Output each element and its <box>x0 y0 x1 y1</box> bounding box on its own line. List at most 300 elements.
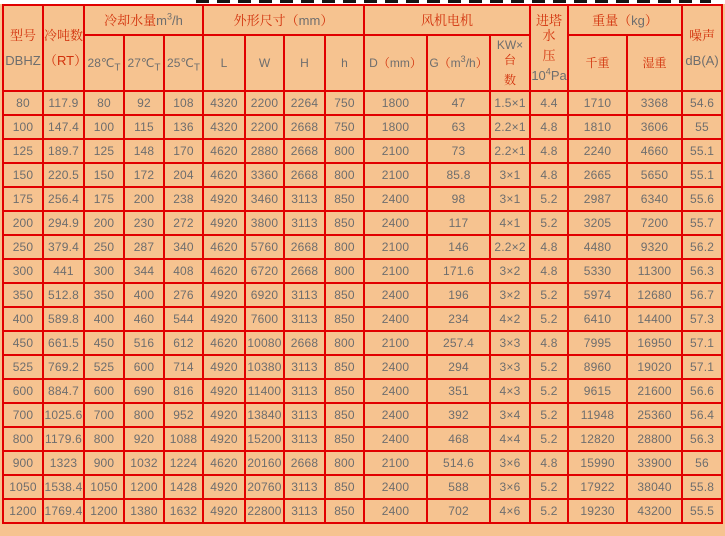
table-row <box>3 331 722 355</box>
cell-t25: 272 <box>164 211 203 235</box>
cell-kw: 2.2×1 <box>490 115 530 139</box>
cell-kw: 2.2×1 <box>490 139 530 163</box>
cell-L: 4920 <box>203 475 245 499</box>
cell-dry: 15990 <box>568 451 627 475</box>
cell-D: 2100 <box>364 331 427 355</box>
cell-L: 4920 <box>203 187 245 211</box>
cell-G: 47 <box>427 91 490 115</box>
cell-wet: 6340 <box>627 187 682 211</box>
cell-H: 3113 <box>284 379 325 403</box>
cell-dry: 12820 <box>568 427 627 451</box>
cell-L: 4920 <box>203 427 245 451</box>
subheader-dry-weight <box>568 35 627 91</box>
cell-h: 850 <box>325 187 364 211</box>
cell-G: 171.6 <box>427 259 490 283</box>
cell-D: 1800 <box>364 115 427 139</box>
cell-t27: 516 <box>124 331 164 355</box>
cell-H: 3113 <box>284 211 325 235</box>
header-dimensions <box>203 5 364 35</box>
cell-h: 800 <box>325 139 364 163</box>
header-noise <box>682 5 722 91</box>
cell-kw: 3×2 <box>490 283 530 307</box>
subheader-height <box>284 35 325 91</box>
cell-W: 6720 <box>245 259 284 283</box>
header-line: 压 <box>542 48 556 63</box>
cell-noise: 57.1 <box>682 355 722 379</box>
cell-L: 4920 <box>203 499 245 523</box>
cell-L: 4920 <box>203 403 245 427</box>
cell-wet: 25360 <box>627 403 682 427</box>
table-row <box>3 115 722 139</box>
cell-tons: 294.9 <box>43 211 84 235</box>
cell-wet: 7200 <box>627 211 682 235</box>
cell-D: 2400 <box>364 283 427 307</box>
cell-W: 2200 <box>245 91 284 115</box>
cell-tons: 147.4 <box>43 115 84 139</box>
cell-t25: 276 <box>164 283 203 307</box>
cell-L: 4920 <box>203 307 245 331</box>
cell-noise: 56.3 <box>682 427 722 451</box>
table-row <box>3 187 722 211</box>
header-line: L <box>220 55 228 70</box>
cell-G: 196 <box>427 283 490 307</box>
cell-wet: 14400 <box>627 307 682 331</box>
table-row <box>3 283 722 307</box>
cell-model: 700 <box>3 403 43 427</box>
cell-H: 2264 <box>284 91 325 115</box>
cell-G: 588 <box>427 475 490 499</box>
cell-D: 2400 <box>364 499 427 523</box>
cell-H: 2668 <box>284 259 325 283</box>
cell-t27: 115 <box>124 115 164 139</box>
cell-t27: 600 <box>124 355 164 379</box>
cell-D: 2400 <box>364 211 427 235</box>
cell-W: 7600 <box>245 307 284 331</box>
cell-L: 4620 <box>203 163 245 187</box>
cell-H: 3113 <box>284 355 325 379</box>
cell-t27: 148 <box>124 139 164 163</box>
cell-pressure: 5.2 <box>530 307 568 331</box>
cell-H: 3113 <box>284 403 325 427</box>
cell-H: 3113 <box>284 187 325 211</box>
cell-dry: 5330 <box>568 259 627 283</box>
cell-noise: 54.6 <box>682 91 722 115</box>
table-row <box>3 427 722 451</box>
cell-h: 800 <box>325 451 364 475</box>
header-cooling-tons <box>43 5 88 91</box>
header-line: h <box>341 55 348 70</box>
cell-L: 4920 <box>203 379 245 403</box>
cell-H: 2668 <box>284 235 325 259</box>
cell-noise: 56.4 <box>682 403 722 427</box>
cell-noise: 56.2 <box>682 235 722 259</box>
subheader-fan-diameter <box>364 35 427 91</box>
cell-kw: 3×3 <box>490 355 530 379</box>
cell-t25: 238 <box>164 187 203 211</box>
header-line: 数 <box>504 73 517 87</box>
cell-t27: 230 <box>124 211 164 235</box>
header-line: KW×台 <box>496 38 524 67</box>
subheader-25c <box>164 35 203 91</box>
cell-D: 2400 <box>364 475 427 499</box>
cell-h: 800 <box>325 331 364 355</box>
subheader-airflow <box>427 35 490 91</box>
cell-t27: 92 <box>124 91 164 115</box>
cell-noise: 55.5 <box>682 499 722 523</box>
cell-H: 2668 <box>284 451 325 475</box>
cell-L: 4620 <box>203 139 245 163</box>
cell-W: 15200 <box>245 427 284 451</box>
cell-G: 98 <box>427 187 490 211</box>
header-fan-motor <box>364 5 530 35</box>
cell-G: 351 <box>427 379 490 403</box>
cell-pressure: 4.8 <box>530 235 568 259</box>
cell-dry: 11948 <box>568 403 627 427</box>
cell-t25: 204 <box>164 163 203 187</box>
cell-kw: 3×6 <box>490 475 530 499</box>
header-line: 外形尺寸（mm） <box>233 12 334 28</box>
cell-model: 450 <box>3 331 43 355</box>
cell-noise: 55.1 <box>682 163 722 187</box>
cell-kw: 4×2 <box>490 307 530 331</box>
header-line: 型号 <box>9 28 36 43</box>
cell-t25: 1632 <box>164 499 203 523</box>
cell-t25: 108 <box>164 91 203 115</box>
cell-h: 850 <box>325 355 364 379</box>
cell-G: 117 <box>427 211 490 235</box>
cell-pressure: 5.2 <box>530 427 568 451</box>
cell-wet: 19020 <box>627 355 682 379</box>
cell-t25: 952 <box>164 403 203 427</box>
table-row <box>3 139 722 163</box>
cell-kw: 3×1 <box>490 187 530 211</box>
cell-tons: 441 <box>43 259 84 283</box>
cell-L: 4620 <box>203 331 245 355</box>
table-row <box>3 259 722 283</box>
table-row <box>3 91 722 115</box>
cell-G: 257.4 <box>427 331 490 355</box>
cell-G: 234 <box>427 307 490 331</box>
cropped-title-text-fragment <box>196 0 711 3</box>
cell-t27: 920 <box>124 427 164 451</box>
cell-t25: 340 <box>164 235 203 259</box>
cell-t28: 350 <box>84 283 124 307</box>
cell-noise: 55.1 <box>682 139 722 163</box>
cell-t27: 400 <box>124 283 164 307</box>
cell-noise: 55.7 <box>682 211 722 235</box>
cell-H: 2668 <box>284 163 325 187</box>
cell-L: 4920 <box>203 355 245 379</box>
cell-G: 146 <box>427 235 490 259</box>
cell-W: 5760 <box>245 235 284 259</box>
cell-G: 392 <box>427 403 490 427</box>
table-row <box>3 451 722 475</box>
subheader-width <box>245 35 284 91</box>
cell-tons: 661.5 <box>43 331 84 355</box>
cell-dry: 9615 <box>568 379 627 403</box>
cell-model: 900 <box>3 451 43 475</box>
cell-noise: 57.3 <box>682 307 722 331</box>
cell-D: 2100 <box>364 451 427 475</box>
cell-L: 4920 <box>203 283 245 307</box>
cell-t28: 150 <box>84 163 124 187</box>
cell-tons: 1538.4 <box>43 475 84 499</box>
cell-kw: 2.2×2 <box>490 235 530 259</box>
cell-L: 4620 <box>203 235 245 259</box>
cell-noise: 57.1 <box>682 331 722 355</box>
cell-W: 10380 <box>245 355 284 379</box>
cell-t25: 136 <box>164 115 203 139</box>
cell-W: 3800 <box>245 211 284 235</box>
cell-h: 850 <box>325 211 364 235</box>
cell-wet: 5650 <box>627 163 682 187</box>
cell-wet: 21600 <box>627 379 682 403</box>
cell-noise: 55 <box>682 115 722 139</box>
table-row <box>3 379 722 403</box>
cell-W: 20160 <box>245 451 284 475</box>
header-line: $25℃_T$ <box>167 55 200 73</box>
cell-L: 4620 <box>203 451 245 475</box>
cell-tons: 512.8 <box>43 283 84 307</box>
cell-model: 350 <box>3 283 43 307</box>
cell-D: 2100 <box>364 139 427 163</box>
cell-model: 200 <box>3 211 43 235</box>
header-weight <box>568 5 682 35</box>
cell-t28: 300 <box>84 259 124 283</box>
cell-model: 800 <box>3 427 43 451</box>
subheader-h <box>325 35 364 91</box>
cell-h: 850 <box>325 379 364 403</box>
cell-wet: 33900 <box>627 451 682 475</box>
cell-pressure: 5.2 <box>530 499 568 523</box>
header-cooling-water-flow <box>84 5 203 35</box>
cell-t27: 287 <box>124 235 164 259</box>
cell-h: 800 <box>325 163 364 187</box>
cell-model: 125 <box>3 139 43 163</box>
cell-pressure: 5.2 <box>530 403 568 427</box>
cell-t28: 250 <box>84 235 124 259</box>
cell-kw: 4×3 <box>490 379 530 403</box>
header-line: 风机电机 <box>421 12 474 28</box>
cell-dry: 2987 <box>568 187 627 211</box>
cell-kw: 3×6 <box>490 451 530 475</box>
cell-tons: 1025.6 <box>43 403 84 427</box>
cell-wet: 4660 <box>627 139 682 163</box>
cell-t28: 900 <box>84 451 124 475</box>
cell-t25: 612 <box>164 331 203 355</box>
cell-t28: 125 <box>84 139 124 163</box>
cell-t28: 450 <box>84 331 124 355</box>
cell-tons: 1323 <box>43 451 84 475</box>
cell-pressure: 5.2 <box>530 283 568 307</box>
cell-model: 300 <box>3 259 43 283</box>
header-line: 千重 <box>585 55 610 70</box>
subheader-length <box>203 35 245 91</box>
cell-G: 514.6 <box>427 451 490 475</box>
cell-W: 3360 <box>245 163 284 187</box>
cell-G: 468 <box>427 427 490 451</box>
cell-W: 20760 <box>245 475 284 499</box>
cell-L: 4320 <box>203 115 245 139</box>
cell-H: 2668 <box>284 115 325 139</box>
cell-h: 850 <box>325 283 364 307</box>
cell-h: 850 <box>325 307 364 331</box>
cell-pressure: 4.8 <box>530 331 568 355</box>
cell-tons: 189.7 <box>43 139 84 163</box>
cell-h: 850 <box>325 403 364 427</box>
cell-G: 294 <box>427 355 490 379</box>
cell-G: 85.8 <box>427 163 490 187</box>
subheader-28c <box>84 35 124 91</box>
table-row <box>3 355 722 379</box>
cell-pressure: 4.8 <box>530 163 568 187</box>
cell-model: 175 <box>3 187 43 211</box>
cell-t25: 170 <box>164 139 203 163</box>
subheader-wet-weight <box>627 35 682 91</box>
header-line: 冷却水量$m^3/h$ <box>104 11 183 28</box>
header-line: 冷吨数 <box>44 28 84 43</box>
cell-t27: 1032 <box>124 451 164 475</box>
cell-noise: 56 <box>682 451 722 475</box>
cell-t27: 1200 <box>124 475 164 499</box>
cell-t28: 175 <box>84 187 124 211</box>
cell-t25: 544 <box>164 307 203 331</box>
cell-model: 100 <box>3 115 43 139</box>
cell-model: 150 <box>3 163 43 187</box>
cell-pressure: 5.2 <box>530 379 568 403</box>
cell-tons: 884.7 <box>43 379 84 403</box>
cell-t25: 714 <box>164 355 203 379</box>
cell-G: 73 <box>427 139 490 163</box>
cell-W: 6920 <box>245 283 284 307</box>
cell-h: 800 <box>325 259 364 283</box>
cell-H: 3113 <box>284 427 325 451</box>
cell-dry: 5974 <box>568 283 627 307</box>
header-line: 进塔水 <box>536 13 563 43</box>
header-line: （RT） <box>44 53 88 68</box>
cell-dry: 1810 <box>568 115 627 139</box>
cell-pressure: 5.2 <box>530 355 568 379</box>
cell-model: 80 <box>3 91 43 115</box>
cell-kw: 4×4 <box>490 427 530 451</box>
cell-t28: 600 <box>84 379 124 403</box>
header-line: dB(A) <box>685 53 719 68</box>
cell-D: 2400 <box>364 427 427 451</box>
cell-wet: 11300 <box>627 259 682 283</box>
cell-H: 3113 <box>284 283 325 307</box>
cell-G: 63 <box>427 115 490 139</box>
cell-W: 3460 <box>245 187 284 211</box>
cell-H: 3113 <box>284 307 325 331</box>
cell-D: 2100 <box>364 259 427 283</box>
header-line: $G(m^3/h)$ <box>429 53 488 70</box>
cell-wet: 28800 <box>627 427 682 451</box>
cell-t25: 816 <box>164 379 203 403</box>
cell-h: 850 <box>325 475 364 499</box>
cell-dry: 2240 <box>568 139 627 163</box>
cell-pressure: 4.8 <box>530 139 568 163</box>
cell-wet: 12680 <box>627 283 682 307</box>
cell-tons: 589.8 <box>43 307 84 331</box>
cell-t27: 200 <box>124 187 164 211</box>
cell-W: 10080 <box>245 331 284 355</box>
cell-tons: 379.4 <box>43 235 84 259</box>
cell-noise: 55.6 <box>682 187 722 211</box>
table-row <box>3 211 722 235</box>
cell-t27: 800 <box>124 403 164 427</box>
cell-H: 3113 <box>284 475 325 499</box>
cell-model: 1200 <box>3 499 43 523</box>
header-group-row <box>3 5 722 35</box>
cell-noise: 55.8 <box>682 475 722 499</box>
cell-dry: 6410 <box>568 307 627 331</box>
header-line: H <box>300 55 309 70</box>
cell-t28: 400 <box>84 307 124 331</box>
cell-dry: 3205 <box>568 211 627 235</box>
cell-t25: 1088 <box>164 427 203 451</box>
cropped-title-strip <box>0 0 725 4</box>
cell-h: 850 <box>325 499 364 523</box>
cell-wet: 16950 <box>627 331 682 355</box>
cell-wet: 3368 <box>627 91 682 115</box>
cell-t28: 1050 <box>84 475 124 499</box>
cell-tons: 256.4 <box>43 187 84 211</box>
cell-L: 4620 <box>203 259 245 283</box>
cell-H: 2668 <box>284 331 325 355</box>
cell-noise: 56.3 <box>682 259 722 283</box>
cell-dry: 19230 <box>568 499 627 523</box>
table-row <box>3 403 722 427</box>
cell-pressure: 4.4 <box>530 91 568 115</box>
header-line: $10^4Pa$ <box>531 66 567 83</box>
cell-kw: 3×3 <box>490 331 530 355</box>
cell-pressure: 5.2 <box>530 475 568 499</box>
cell-dry: 8960 <box>568 355 627 379</box>
cell-tons: 220.5 <box>43 163 84 187</box>
cell-wet: 3606 <box>627 115 682 139</box>
cell-W: 2880 <box>245 139 284 163</box>
cell-W: 22800 <box>245 499 284 523</box>
cell-kw: 3×2 <box>490 259 530 283</box>
cell-model: 525 <box>3 355 43 379</box>
cell-dry: 7995 <box>568 331 627 355</box>
subheader-kw-units <box>490 35 530 91</box>
cell-t27: 172 <box>124 163 164 187</box>
cell-dry: 1710 <box>568 91 627 115</box>
cell-t28: 1200 <box>84 499 124 523</box>
cell-dry: 17922 <box>568 475 627 499</box>
cell-t27: 1380 <box>124 499 164 523</box>
cell-h: 800 <box>325 235 364 259</box>
header-sub-row <box>3 35 722 91</box>
header-line: D（mm） <box>369 55 422 70</box>
cell-W: 11400 <box>245 379 284 403</box>
cell-t28: 525 <box>84 355 124 379</box>
cell-t28: 80 <box>84 91 124 115</box>
cell-t27: 690 <box>124 379 164 403</box>
cell-H: 3113 <box>284 499 325 523</box>
cell-W: 13840 <box>245 403 284 427</box>
cell-G: 702 <box>427 499 490 523</box>
cell-kw: 3×4 <box>490 403 530 427</box>
cell-h: 750 <box>325 91 364 115</box>
subheader-27c <box>124 35 164 91</box>
cell-kw: 4×1 <box>490 211 530 235</box>
header-inlet-water-pressure <box>530 5 568 91</box>
cell-wet: 43200 <box>627 499 682 523</box>
cell-wet: 38040 <box>627 475 682 499</box>
cell-tons: 769.2 <box>43 355 84 379</box>
